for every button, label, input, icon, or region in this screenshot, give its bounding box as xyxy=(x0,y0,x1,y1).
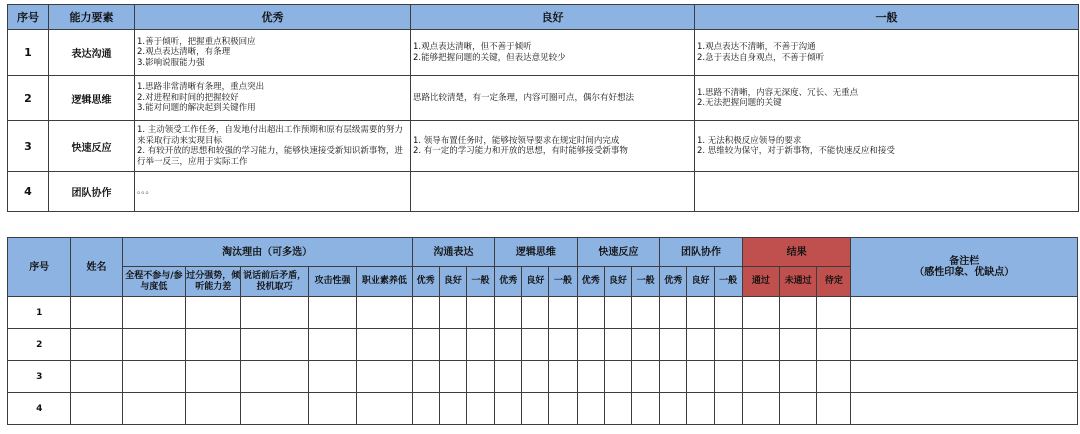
level-good: 良好 xyxy=(604,267,631,297)
mark-cell[interactable] xyxy=(308,361,356,393)
mark-cell[interactable] xyxy=(817,393,851,425)
table-row xyxy=(8,361,1078,393)
mark-cell[interactable] xyxy=(817,361,851,393)
remarks-cell[interactable] xyxy=(851,329,1078,361)
mark-cell[interactable] xyxy=(308,297,356,329)
mark-cell[interactable] xyxy=(412,297,439,329)
evaluation-header-row xyxy=(8,238,1078,267)
mark-cell[interactable] xyxy=(412,393,439,425)
mark-cell[interactable] xyxy=(522,329,549,361)
header-ability: 能力要素 xyxy=(49,5,135,30)
mark-cell[interactable] xyxy=(122,361,185,393)
mark-cell[interactable] xyxy=(577,329,604,361)
reason-low-participation: 全程不参与/参与度低 xyxy=(122,267,185,297)
mark-cell[interactable] xyxy=(122,329,185,361)
mark-cell[interactable] xyxy=(241,393,308,425)
level-excellent: 优秀 xyxy=(412,267,439,297)
mark-cell[interactable] xyxy=(439,361,466,393)
candidate-evaluation-table xyxy=(7,237,1078,425)
competency-row xyxy=(8,76,1079,121)
header-skill-reaction: 快速反应 xyxy=(577,238,660,267)
mark-cell[interactable] xyxy=(186,361,241,393)
mark-cell[interactable] xyxy=(466,297,494,329)
mark-cell[interactable] xyxy=(632,329,660,361)
mark-cell[interactable] xyxy=(660,297,687,329)
mark-cell[interactable] xyxy=(495,361,522,393)
good-criteria: 1.观点表达清晰，但不善于倾听 2.能够把握问题的关键，但表达意见较少 xyxy=(411,30,695,76)
row-number: 4 xyxy=(8,172,49,212)
mark-cell[interactable] xyxy=(817,297,851,329)
excellent-criteria: 1.思路非常清晰有条理，重点突出 2.对进程和时间的把握较好 3.能对问题的解决起到关键作用 xyxy=(135,76,411,121)
row-number: 1 xyxy=(8,297,71,329)
reason-too-dominant: 过分强势，倾听能力差 xyxy=(186,267,241,297)
level-good: 良好 xyxy=(439,267,466,297)
table-row xyxy=(8,297,1078,329)
remarks-sublabel: （感性印象、优缺点） xyxy=(914,267,1015,278)
good-criteria xyxy=(411,172,695,212)
header-result: 结果 xyxy=(742,238,851,267)
level-good: 良好 xyxy=(522,267,549,297)
mark-cell[interactable] xyxy=(186,297,241,329)
name-cell[interactable] xyxy=(71,393,122,425)
mark-cell[interactable] xyxy=(522,361,549,393)
level-excellent: 优秀 xyxy=(495,267,522,297)
ability-name: 团队协作 xyxy=(49,172,135,212)
row-number: 1 xyxy=(8,30,49,76)
mark-cell[interactable] xyxy=(549,361,577,393)
level-good: 良好 xyxy=(687,267,714,297)
header-name: 姓名 xyxy=(71,238,122,297)
mark-cell[interactable] xyxy=(122,393,185,425)
average-criteria: 1.观点表达不清晰，不善于沟通 2.急于表达自身观点，不善于倾听 xyxy=(695,30,1079,76)
mark-cell[interactable] xyxy=(687,393,714,425)
mark-cell[interactable] xyxy=(522,393,549,425)
mark-cell[interactable] xyxy=(817,329,851,361)
header-remarks xyxy=(851,238,1078,297)
mark-cell[interactable] xyxy=(577,297,604,329)
mark-cell[interactable] xyxy=(522,297,549,329)
mark-cell[interactable] xyxy=(439,329,466,361)
mark-cell[interactable] xyxy=(466,329,494,361)
mark-cell[interactable] xyxy=(122,297,185,329)
average-criteria xyxy=(695,172,1079,212)
level-average: 一般 xyxy=(549,267,577,297)
mark-cell[interactable] xyxy=(660,393,687,425)
mark-cell[interactable] xyxy=(549,297,577,329)
mark-cell[interactable] xyxy=(357,329,412,361)
mark-cell[interactable] xyxy=(549,393,577,425)
mark-cell[interactable] xyxy=(604,297,631,329)
good-criteria: 思路比较清楚，有一定条理，内容可圈可点，偶尔有好想法 xyxy=(411,76,695,121)
header-seq: 序号 xyxy=(8,238,71,297)
mark-cell[interactable] xyxy=(439,393,466,425)
evaluation-body xyxy=(8,297,1078,425)
mark-cell[interactable] xyxy=(241,297,308,329)
mark-cell[interactable] xyxy=(308,329,356,361)
result-pending: 待定 xyxy=(817,267,851,297)
header-skill-logic: 逻辑思维 xyxy=(495,238,578,267)
average-criteria: 1. 无法积极反应领导的要求 2. 思维较为保守，对于新事物，不能快速反应和接受 xyxy=(695,121,1079,172)
mark-cell[interactable] xyxy=(714,329,742,361)
mark-cell[interactable] xyxy=(779,329,816,361)
row-number: 2 xyxy=(8,76,49,121)
table-row xyxy=(8,393,1078,425)
mark-cell[interactable] xyxy=(742,329,779,361)
mark-cell[interactable] xyxy=(604,329,631,361)
row-number: 3 xyxy=(8,361,71,393)
excellent-criteria: 1.善于倾听，把握重点积极回应 2.观点表达清晰，有条理 3.影响说服能力强 xyxy=(135,30,411,76)
table-row xyxy=(8,329,1078,361)
mark-cell[interactable] xyxy=(186,393,241,425)
mark-cell[interactable] xyxy=(466,361,494,393)
result-pass: 通过 xyxy=(742,267,779,297)
good-criteria: 1. 领导布置任务时，能够按领导要求在规定时间内完成 2. 有一定的学习能力和开放的思想，有时能够接受新事物 xyxy=(411,121,695,172)
mark-cell[interactable] xyxy=(308,393,356,425)
competency-criteria-table xyxy=(7,4,1079,212)
reason-aggressive: 攻击性强 xyxy=(308,267,356,297)
mark-cell[interactable] xyxy=(714,361,742,393)
header-skill-teamwork: 团队协作 xyxy=(660,238,743,267)
mark-cell[interactable] xyxy=(660,329,687,361)
mark-cell[interactable] xyxy=(632,393,660,425)
name-cell[interactable] xyxy=(71,297,122,329)
header-good: 良好 xyxy=(411,5,695,30)
mark-cell[interactable] xyxy=(412,329,439,361)
excellent-criteria: 1. 主动领受工作任务，自发地付出超出工作预期和原有层级需要的努力来采取行动来实现目标 2. 有较开放的思想和较强的学习能力，能够快速接受新知识新事物，进行举一反三，应用于实际工作 xyxy=(135,121,411,172)
level-excellent: 优秀 xyxy=(577,267,604,297)
mark-cell[interactable] xyxy=(687,361,714,393)
mark-cell[interactable] xyxy=(714,393,742,425)
mark-cell[interactable] xyxy=(241,329,308,361)
row-number: 3 xyxy=(8,121,49,172)
remarks-cell[interactable] xyxy=(851,361,1078,393)
mark-cell[interactable] xyxy=(779,361,816,393)
mark-cell[interactable] xyxy=(604,361,631,393)
competency-row xyxy=(8,121,1079,172)
mark-cell[interactable] xyxy=(549,329,577,361)
remarks-label: 备注栏 xyxy=(949,256,980,267)
ability-name: 快速反应 xyxy=(49,121,135,172)
reason-contradictory: 说话前后矛盾，投机取巧 xyxy=(241,267,308,297)
mark-cell[interactable] xyxy=(714,297,742,329)
level-average: 一般 xyxy=(632,267,660,297)
mark-cell[interactable] xyxy=(632,361,660,393)
mark-cell[interactable] xyxy=(779,393,816,425)
mark-cell[interactable] xyxy=(412,361,439,393)
competency-row xyxy=(8,172,1079,212)
header-skill-communication: 沟通表达 xyxy=(412,238,495,267)
header-average: 一般 xyxy=(695,5,1079,30)
competency-row xyxy=(8,30,1079,76)
name-cell[interactable] xyxy=(71,329,122,361)
mark-cell[interactable] xyxy=(495,297,522,329)
level-excellent: 优秀 xyxy=(660,267,687,297)
mark-cell[interactable] xyxy=(742,393,779,425)
row-number: 2 xyxy=(8,329,71,361)
mark-cell[interactable] xyxy=(687,329,714,361)
mark-cell[interactable] xyxy=(357,361,412,393)
mark-cell[interactable] xyxy=(660,361,687,393)
mark-cell[interactable] xyxy=(742,361,779,393)
row-number: 4 xyxy=(8,393,71,425)
ability-name: 表达沟通 xyxy=(49,30,135,76)
average-criteria: 1.思路不清晰，内容无深度、冗长、无重点 2.无法把握问题的关键 xyxy=(695,76,1079,121)
mark-cell[interactable] xyxy=(357,393,412,425)
mark-cell[interactable] xyxy=(577,393,604,425)
mark-cell[interactable] xyxy=(466,393,494,425)
mark-cell[interactable] xyxy=(687,297,714,329)
mark-cell[interactable] xyxy=(604,393,631,425)
competency-header-row xyxy=(8,5,1079,30)
result-fail: 未通过 xyxy=(779,267,816,297)
mark-cell[interactable] xyxy=(742,297,779,329)
level-average: 一般 xyxy=(466,267,494,297)
remarks-cell[interactable] xyxy=(851,297,1078,329)
header-seq: 序号 xyxy=(8,5,49,30)
excellent-criteria: 。。。 xyxy=(135,172,411,212)
header-elimination-reasons: 淘汰理由（可多选） xyxy=(122,238,412,267)
mark-cell[interactable] xyxy=(186,329,241,361)
mark-cell[interactable] xyxy=(779,297,816,329)
ability-name: 逻辑思维 xyxy=(49,76,135,121)
mark-cell[interactable] xyxy=(495,329,522,361)
reason-low-professionalism: 职业素养低 xyxy=(357,267,412,297)
mark-cell[interactable] xyxy=(439,297,466,329)
level-average: 一般 xyxy=(714,267,742,297)
mark-cell[interactable] xyxy=(357,297,412,329)
mark-cell[interactable] xyxy=(495,393,522,425)
header-excellent: 优秀 xyxy=(135,5,411,30)
mark-cell[interactable] xyxy=(577,361,604,393)
mark-cell[interactable] xyxy=(632,297,660,329)
name-cell[interactable] xyxy=(71,361,122,393)
mark-cell[interactable] xyxy=(241,361,308,393)
remarks-cell[interactable] xyxy=(851,393,1078,425)
